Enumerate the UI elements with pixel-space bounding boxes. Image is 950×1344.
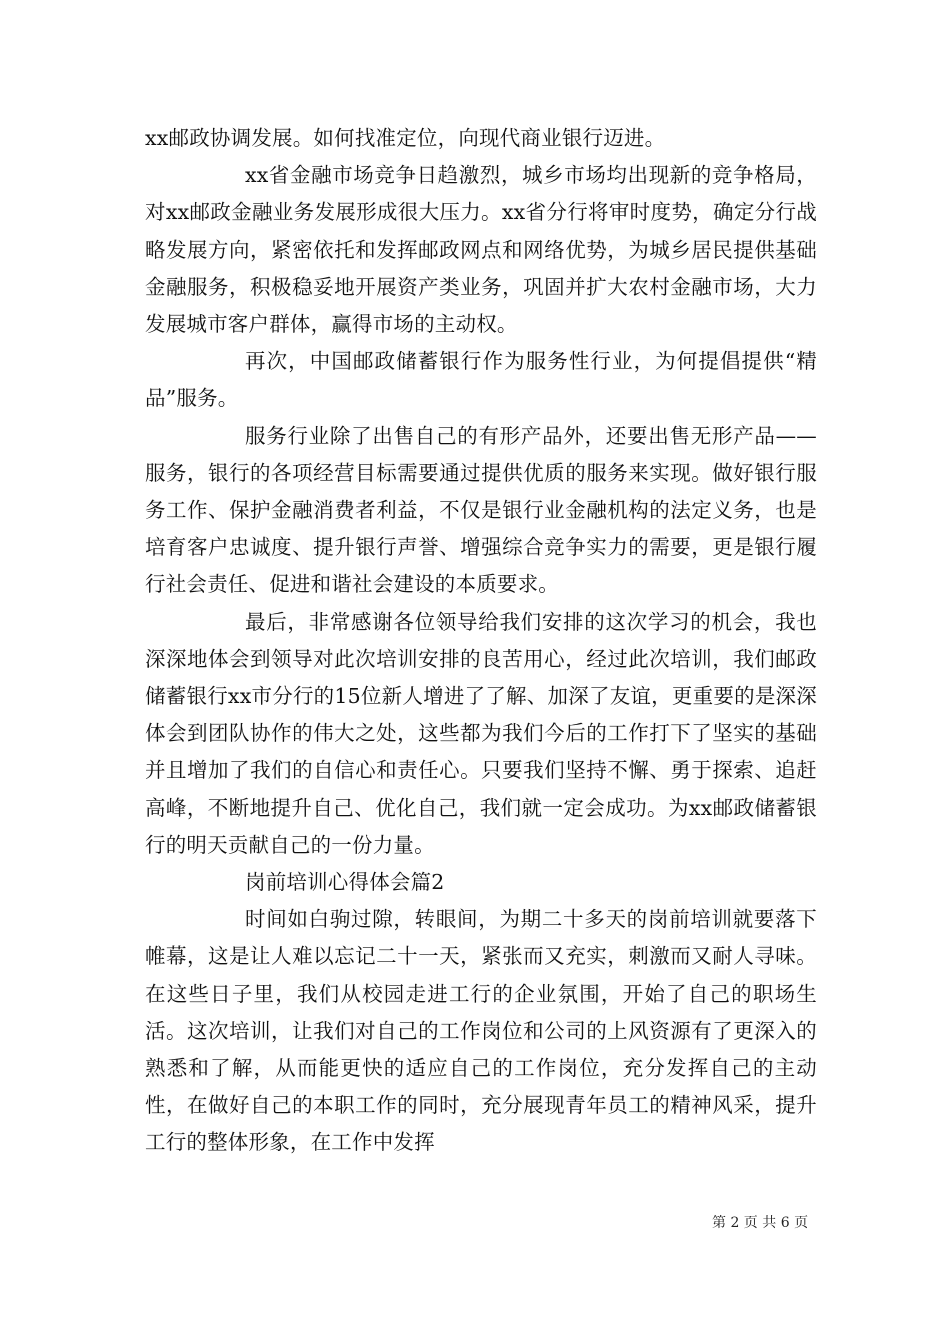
paragraph-acknowledgement: 最后，非常感谢各位领导给我们安排的这次学习的机会，我也深深地体会到领导对此次培训安排的良苦用心，经过此次培训，我们邮政储蓄银行xx市分行的15位新人增进了了解、加深了友谊，更重要的是深深体会到团队协作的伟大之处，这些都为我们今后的工作打下了坚实的基础并且增加了我们的自信心和责任心。只要我们坚持不懈、勇于探索、追赶高峰，不断地提升自己、优化自己，我们就一定会成功。为xx邮政储蓄银行的明天贡献自己的一份力量。 <box>145 609 817 857</box>
page-number-footer: 第 2 页 共 6 页 <box>712 1215 809 1231</box>
paragraph-market-competition: xx省金融市场竞争日趋激烈，城乡市场均出现新的竞争格局，对xx邮政金融业务发展形成很大压力。xx省分行将审时度势，确定分行战略发展方向，紧密依托和发挥邮政网点和网络优势，为城乡居民提供基础金融服务，积极稳妥地开展资产类业务，巩固并扩大农村金融市场，大力发展城市客户群体，赢得市场的主动权。 <box>145 163 817 337</box>
paragraph-quality-service-question: 再次，中国邮政储蓄银行作为服务性行业，为何提倡提供“精品”服务。 <box>145 349 817 411</box>
paragraph-training-reflection: 时间如白驹过隙，转眼间，为期二十多天的岗前培训就要落下帷幕，这是让人难以忘记二十一天，紧张而又充实，刺激而又耐人寻味。在这些日子里，我们从校园走进工行的企业氛围，开始了自己的职场生活。这次培训，让我们对自己的工作岗位和公司的上风资源有了更深入的熟悉和了解，从而能更快的适应自己的工作岗位，充分发挥自己的主动性，在做好自己的本职工作的同时，充分展现青年员工的精神风采，提升工行的整体形象，在工作中发挥 <box>145 907 817 1155</box>
section-heading: 岗前培训心得体会篇2 <box>245 870 445 895</box>
body-text <box>145 120 817 1162</box>
paragraph-service-industry: 服务行业除了出售自己的有形产品外，还要出售无形产品——服务，银行的各项经营目标需要通过提供优质的服务来实现。做好银行服务工作、保护金融消费者利益，不仅是银行业金融机构的法定义务，也是培育客户忠诚度、提升银行声誉、增强综合竞争实力的需要，更是银行履行社会责任、促进和谐社会建设的本质要求。 <box>145 423 817 597</box>
paragraph-continuation: xx邮政协调发展。如何找准定位，向现代商业银行迈进。 <box>145 126 666 150</box>
